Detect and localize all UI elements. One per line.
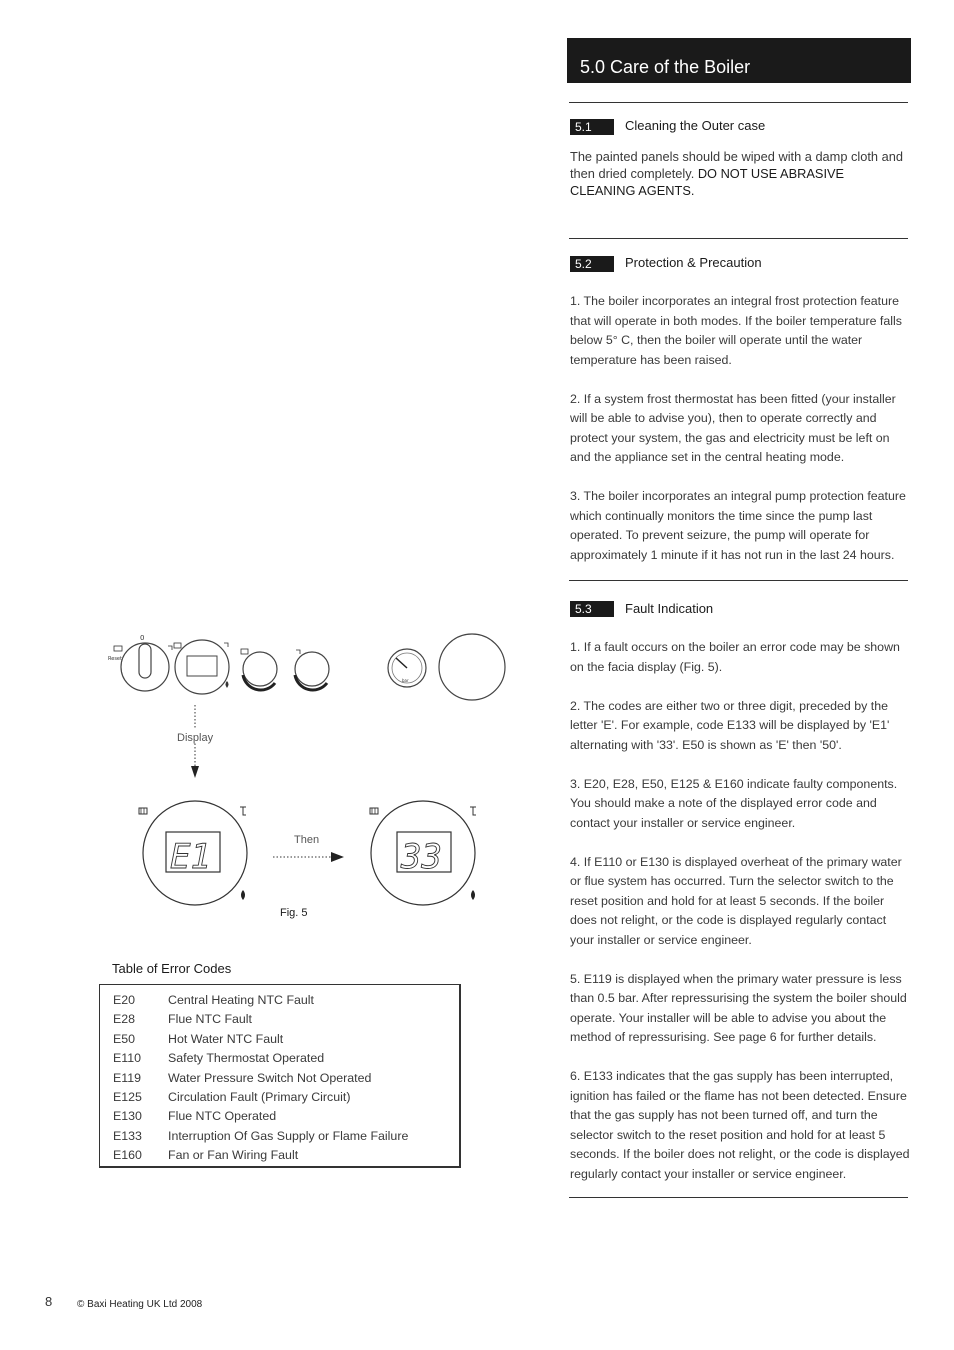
table-row [100, 1107, 459, 1126]
error-description: Circulation Fault (Primary Circuit) [168, 1090, 351, 1105]
error-description: Safety Thermostat Operated [168, 1051, 325, 1066]
selector-knob [108, 634, 172, 691]
error-description: Hot Water NTC Fault [168, 1031, 284, 1046]
radiator-icon [174, 643, 181, 648]
boiler-control-figure [100, 630, 520, 920]
paragraph: 1. The boiler incorporates an integral frost protection feature that will operate in both modes. If the boiler temperature falls below 5° C, then the boiler will operate until the water temperature has been raised. [570, 294, 902, 367]
display-33 [370, 801, 476, 905]
tap-icon [296, 650, 300, 654]
flame-icon [241, 890, 245, 900]
error-description: Flue NTC Fault [168, 1012, 252, 1027]
paragraph: 2. If a system frost thermostat has been fitted (your installer will be able to advise you), then to operate correctly and protect your system, the gas and electricity must be left on and the appliance set in the central heating mode. [570, 391, 896, 464]
radiator-icon [139, 808, 147, 814]
copyright-notice: © Baxi Heating UK Ltd 2008 [77, 1299, 203, 1310]
error-code: E50 [113, 1031, 136, 1046]
hot-water-temperature-knob [295, 650, 329, 690]
section-body [570, 292, 910, 565]
table-row [100, 1127, 459, 1146]
paragraph: 2. The codes are either two or three digit, preceded by the letter 'E'. For example, code E133 will be displayed by 'E1' alternating with '33'. E50 is shown as 'E' then '50'. [570, 698, 890, 752]
error-description: Fan or Fan Wiring Fault [168, 1148, 299, 1163]
section-title: Fault Indication [625, 601, 714, 616]
error-code: E125 [113, 1090, 142, 1105]
table-row [100, 1010, 459, 1029]
table-row [100, 1049, 459, 1068]
display-e1 [139, 801, 247, 905]
error-code: E133 [113, 1128, 142, 1143]
tap-icon [224, 643, 228, 647]
error-description: Flue NTC Operated [168, 1109, 277, 1124]
pressure-gauge [388, 649, 426, 687]
paragraph: 3. E20, E28, E50, E125 & E160 indicate faulty components. You should make a note of the displayed error code and contact your installer or service engineer. [570, 776, 898, 830]
table-row [100, 1088, 459, 1107]
divider [569, 580, 908, 581]
divider [569, 1197, 908, 1198]
table-row [100, 991, 459, 1010]
paragraph: 1. If a fault occurs on the boiler an error code may be shown on the facia display (Fig. 5). [570, 640, 900, 674]
warning-text: DO NOT USE ABRASIVE CLEANING AGENTS. [570, 166, 845, 198]
then-label: Then [294, 834, 320, 846]
error-code: E110 [113, 1051, 142, 1066]
error-code: E160 [113, 1148, 142, 1163]
divider [569, 102, 908, 103]
error-code: E130 [113, 1109, 142, 1124]
body-text: The painted panels should be wiped with a damp cloth and then dried completely. [570, 149, 903, 181]
page-number: 8 [45, 1294, 53, 1309]
display-label: Display [177, 732, 214, 744]
display-readout: 33 [401, 837, 442, 877]
gauge-unit-label: bar [402, 678, 409, 683]
tap-icon [168, 646, 172, 650]
error-description: Interruption Of Gas Supply or Flame Failure [168, 1128, 409, 1143]
section-title: Cleaning the Outer case [625, 118, 766, 133]
flame-icon [471, 890, 475, 900]
tap-icon [470, 807, 476, 815]
error-code: E20 [113, 993, 136, 1007]
section-body [570, 638, 910, 1184]
display-panel [174, 640, 229, 694]
heating-temperature-knob [241, 649, 277, 690]
error-description: Central Heating NTC Fault [168, 993, 314, 1007]
paragraph: 6. E133 indicates that the gas supply has been interrupted, ignition has failed or the flame has not been detected. Ensure that the gas supply has not been turned off, and turn the selector switch to the reset position and hold for at least 5 seconds. If the boiler does not relight, or the code is displayed regularly contact your installer or service engineer. [570, 1069, 910, 1181]
table-row [100, 1146, 459, 1165]
paragraph: 5. E119 is displayed when the primary water pressure is less than 0.5 bar. After repressurising the system the boiler should operate. Your installer will be able to advise you about the method of repressurising. See page 6 for further details. [570, 971, 907, 1044]
table-row [100, 1030, 459, 1049]
section-number-badge: 5.1 [570, 119, 614, 135]
section-number-badge: 5.2 [570, 256, 614, 272]
paragraph: 4. If E110 or E130 is displayed overheat of the primary water or flue system has occurred. Turn the selector switch to the reset position and hold for at least 5 seconds. If the boiler does not relight, or the code is displayed regularly contact your installer or service engineer. [570, 854, 902, 947]
section-header-bar [567, 38, 911, 83]
error-code-table [99, 984, 461, 1168]
divider [569, 238, 908, 239]
table-row [100, 1069, 459, 1088]
flame-icon [226, 681, 229, 688]
zero-label: 0 [140, 634, 145, 642]
arrow-down-icon [191, 766, 199, 778]
arrow-right-icon [331, 852, 344, 862]
section-title: Protection & Precaution [625, 255, 762, 270]
radiator-icon [114, 646, 122, 651]
table-title: Table of Error Codes [112, 961, 232, 976]
error-code: E119 [113, 1070, 142, 1085]
display-readout: E1 [170, 837, 211, 877]
radiator-icon [241, 649, 248, 654]
timer-blank-panel [439, 634, 505, 700]
tap-icon [240, 807, 246, 815]
section-number-badge: 5.3 [570, 601, 614, 617]
figure-caption: Fig. 5 [280, 907, 308, 919]
section-body [570, 148, 910, 199]
reset-label: Reset [108, 656, 122, 662]
paragraph: 3. The boiler incorporates an integral pump protection feature which continually monitors the time since the pump last operated. To prevent seizure, the pump will operate for approximately 1 minute if it has not run in the last 24 hours. [570, 489, 906, 562]
radiator-icon [370, 808, 378, 814]
error-code: E28 [113, 1012, 136, 1027]
page-title: 5.0 Care of the Boiler [580, 57, 751, 77]
error-description: Water Pressure Switch Not Operated [168, 1070, 372, 1085]
